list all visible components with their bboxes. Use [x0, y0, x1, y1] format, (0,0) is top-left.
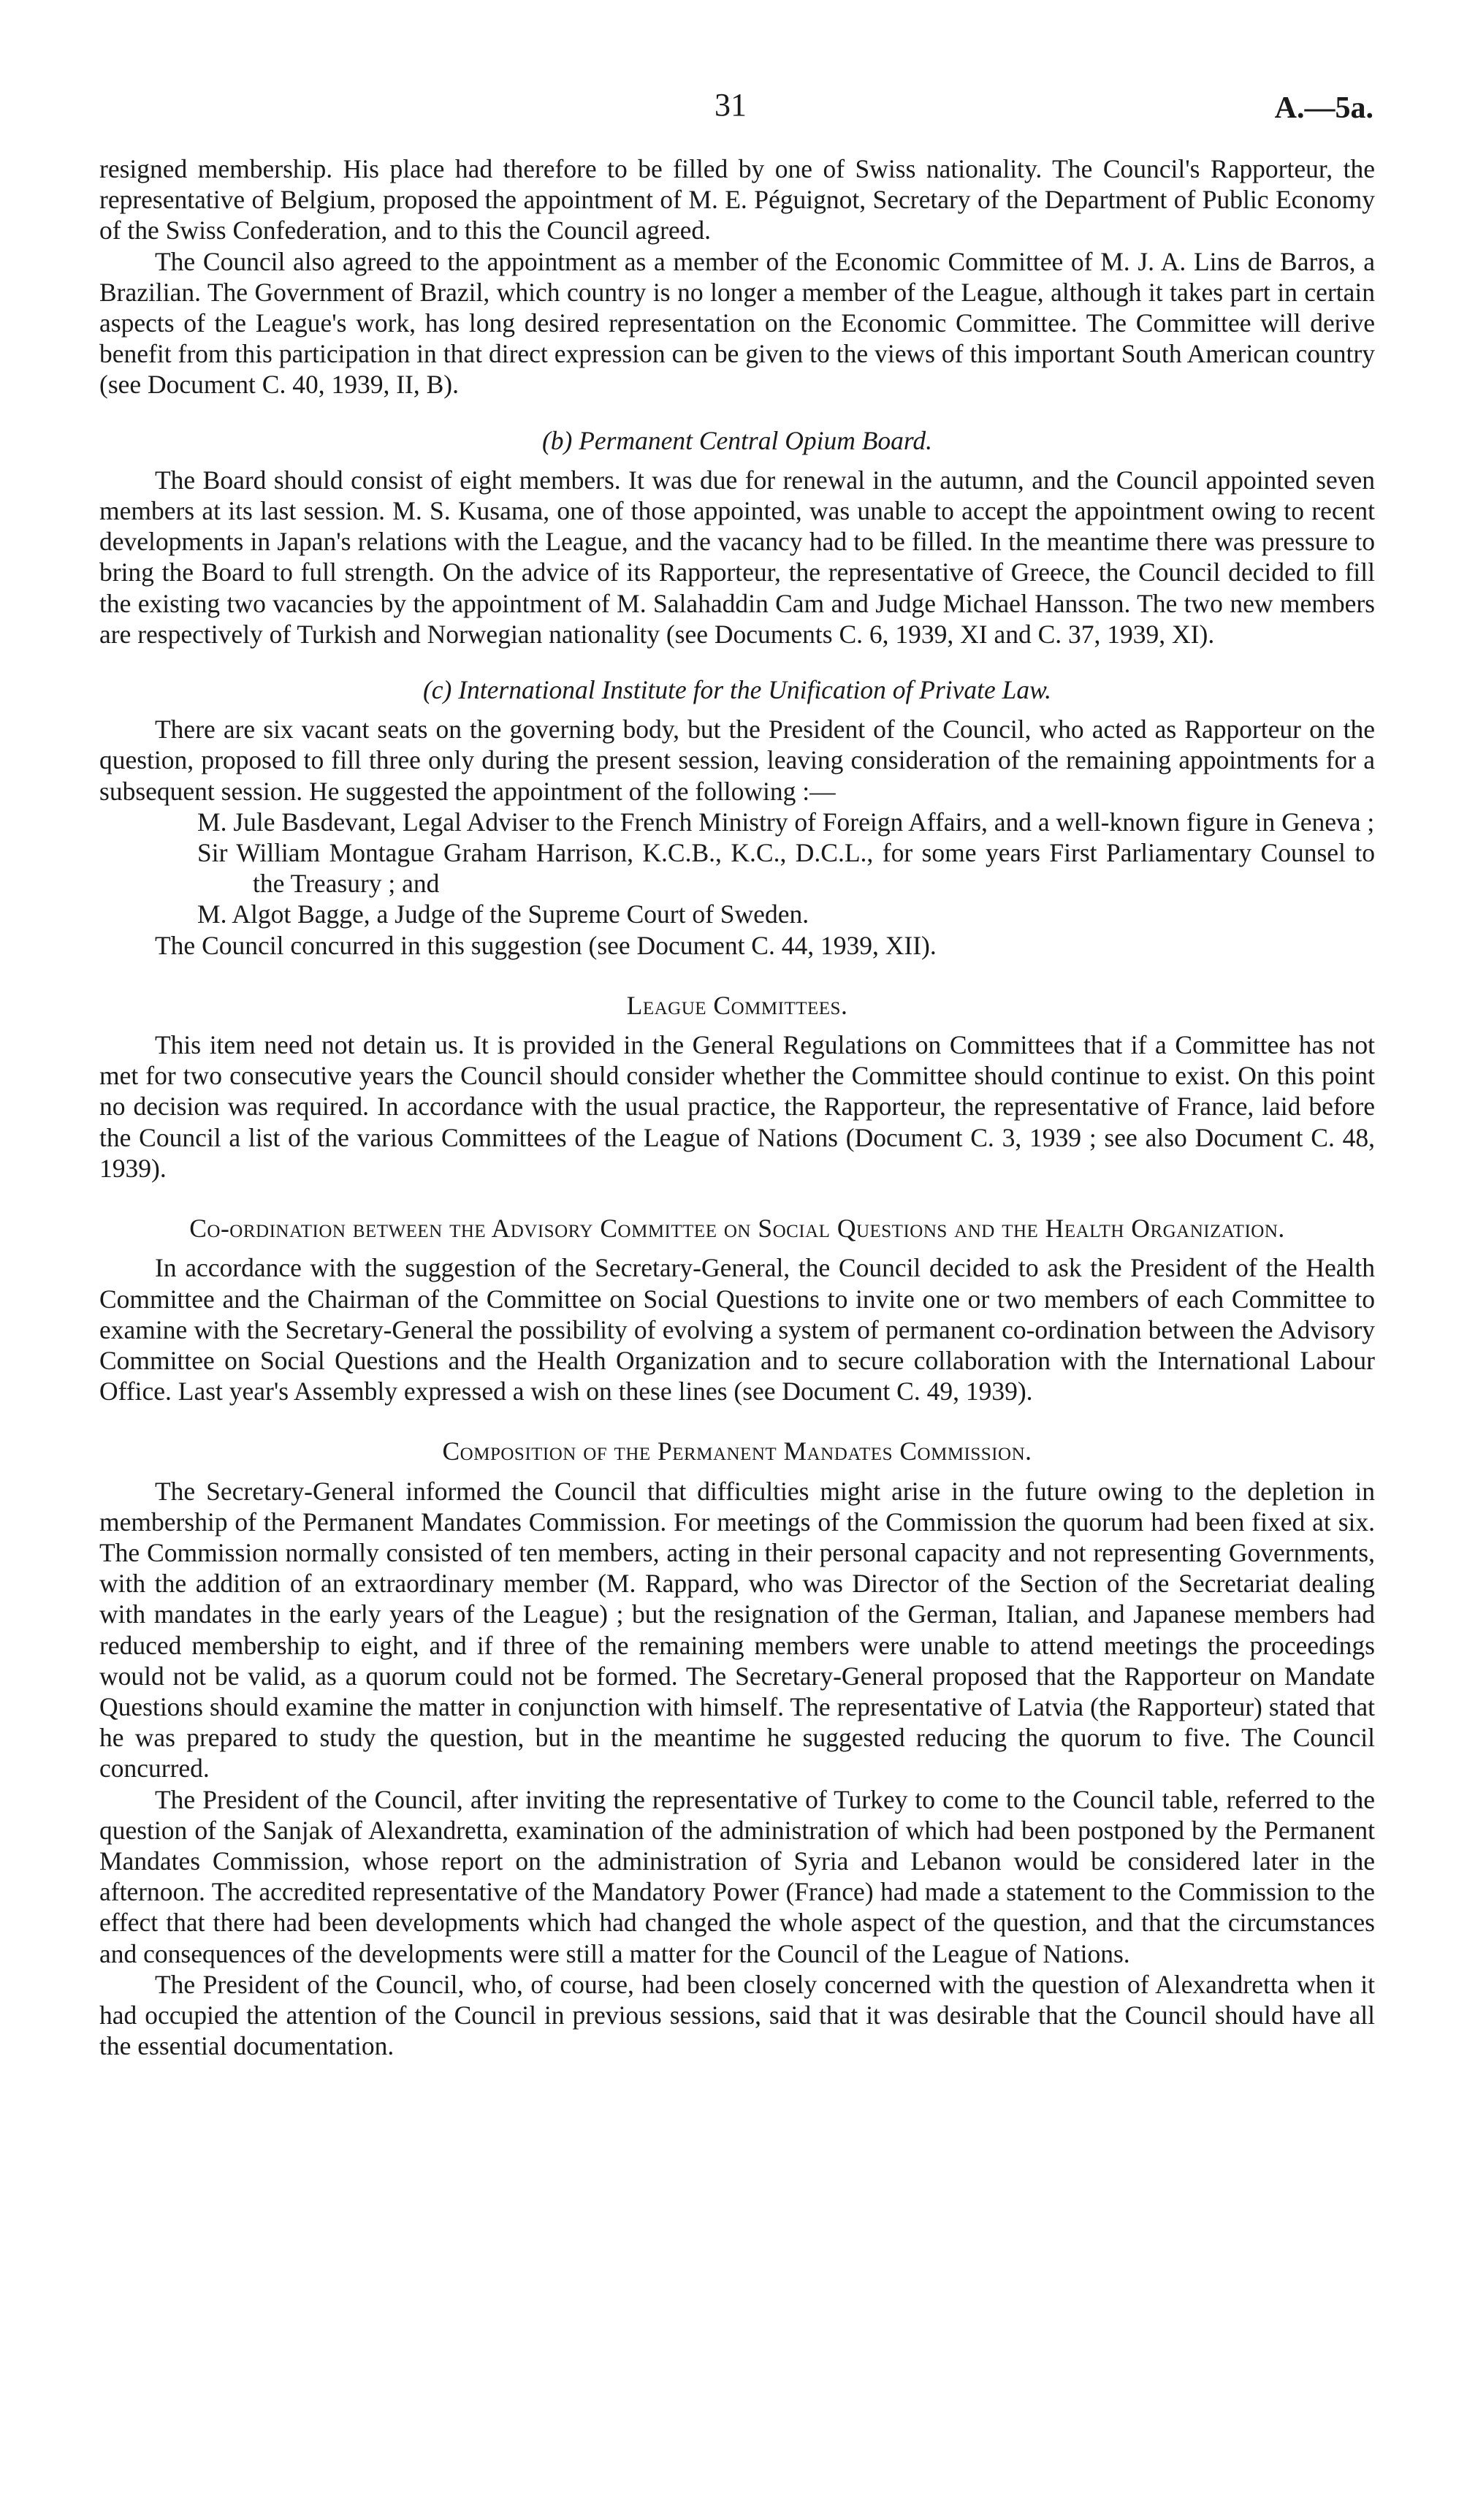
subsection-title: Permanent Central Opium Board.: [579, 425, 933, 455]
document-body: [99, 153, 1375, 2061]
subsection-letter: (b): [541, 425, 573, 455]
list-item: M. Algot Bagge, a Judge of the Supreme Court of Sweden.: [197, 899, 809, 929]
paragraph: This item need not detain us. It is provided in the General Regulations on Committees that if a Committee has not met for two consecutive years the Council should consider whether the Committee should continue to exist. On this point no decision was required. In accordance with the usual practice, the Rapporteur, the representative of France, laid before the Council a list of the various Committees of the League of Nations (Document C. 3, 1939 ; see also Document C. 48, 1939).: [99, 1030, 1375, 1183]
paragraph: The Council also agreed to the appointment as a member of the Economic Committee of M. J. A. Lins de Barros, a Brazilian. The Government of Brazil, which country is no longer a member of the League, although it takes part in certain aspects of the League's work, has long desired representation on the Economic Committee. The Committee will derive benefit from this participation in that direct expression can be given to the views of this important South American country (see Document C. 40, 1939, II, B).: [99, 246, 1375, 400]
section-heading-coordination: Co-ordination between the Advisory Committee on Social Questions and the Health Organization.: [189, 1214, 1285, 1244]
section-heading-mandates-commission: Composition of the Permanent Mandates Commission.: [442, 1436, 1032, 1466]
subsection-heading-opium-board: [99, 425, 1375, 456]
paragraph: The Council concurred in this suggestion (see Document C. 44, 1939, XII).: [155, 930, 937, 960]
subsection-title: International Institute for the Unification of Private Law.: [458, 675, 1052, 705]
page-number: 31: [715, 87, 747, 123]
paragraph: The President of the Council, after inviting the representative of Turkey to come to the Council table, referred to the question of the Sanjak of Alexandretta, examination of the administration of which had been postponed by the Permanent Mandates Commission, whose report on the administration of Syria and Lebanon would be considered later in the afternoon. The accredited representative of the Mandatory Power (France) had made a statement to the Commission to the effect that there had been developments which had changed the whole aspect of the question, and that the circumstances and consequences of the developments were still a matter for the Council of the League of Nations.: [99, 1784, 1375, 1968]
paragraph: In accordance with the suggestion of the Secretary-General, the Council decided to ask the President of the Health Committee and the Chairman of the Committee on Social Questions to invite one or two members of each Committee to examine with the Secretary-General the possibility of evolving a system of permanent co-ordination between the Advisory Committee on Social Questions and the Health Organization and to secure collaboration with the International Labour Office. Last year's Assembly expressed a wish on these lines (see Document C. 49, 1939).: [99, 1253, 1375, 1406]
paragraph: There are six vacant seats on the governing body, but the President of the Council, who acted as Rapporteur on the question, proposed to fill three only during the present session, leaving consideration of the remaining appointments for a subsequent session. He suggested the appointment of the following :—: [99, 715, 1375, 806]
paragraph: The Secretary-General informed the Council that difficulties might arise in the future owing to the depletion in membership of the Permanent Mandates Commission. For meetings of the Commission the quorum had been fixed at six. The Commission normally consisted of ten members, acting in their personal capacity and not representing Governments, with the addition of an extraordinary member (M. Rappard, who was Director of the Section of the Secretariat dealing with mandates in the early years of the League) ; but the resignation of the German, Italian, and Japanese members had reduced membership to eight, and if three of the remaining members were unable to attend meetings the proceedings would not be valid, as a quorum could not be formed. The Secretary-General proposed that the Rapporteur on Mandate Questions should examine the matter in conjunction with himself. The representative of Latvia (the Rapporteur) stated that he was prepared to study the question, but in the meantime he suggested reducing the quorum to five. The Council concurred.: [99, 1476, 1375, 1784]
paragraph: The President of the Council, who, of course, had been closely concerned with the question of Alexandretta when it had occupied the attention of the Council in previous sessions, said that it was desirable that the Council should have all the essential documentation.: [99, 1969, 1375, 2061]
list-item: M. Jule Basdevant, Legal Adviser to the French Ministry of Foreign Affairs, and a well-known figure in Geneva ;: [197, 807, 1375, 837]
document-reference: A.—5a.: [1274, 91, 1373, 125]
subsection-heading-private-law-institute: [99, 674, 1375, 705]
section-heading-league-committees: League Committees.: [626, 990, 848, 1020]
paragraph: The Board should consist of eight members. It was due for renewal in the autumn, and the Council appointed seven members at its last session. M. S. Kusama, one of those appointed, was unable to accept the appointment owing to recent developments in Japan's relations with the League, and the vacancy had to be filled. In the meantime there was pressure to bring the Board to full strength. On the advice of its Rapporteur, the representative of Greece, the Council decided to fill the existing two vacancies by the appointment of M. Salahaddin Cam and Judge Michael Hansson. The two new members are respectively of Turkish and Norwegian nationality (see Documents C. 6, 1939, XI and C. 37, 1939, XI).: [99, 465, 1375, 649]
list-item: Sir William Montague Graham Harrison, K.C.B., K.C., D.C.L., for some years First Parliamentary Counsel to the Treasury ; and: [197, 838, 1375, 899]
subsection-letter: (c): [422, 675, 452, 705]
paragraph: resigned membership. His place had therefore to be filled by one of Swiss nationality. The Council's Rapporteur, the representative of Belgium, proposed the appointment of M. E. Péguignot, Secretary of the Department of Public Economy of the Swiss Confederation, and to this the Council agreed.: [99, 154, 1375, 245]
